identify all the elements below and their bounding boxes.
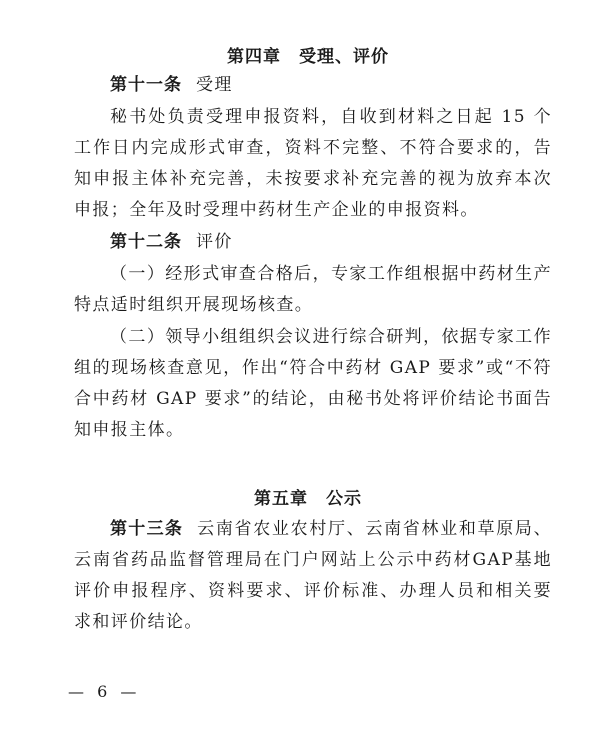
article-twelve-item-two: （二）领导小组组织会议进行综合研判，依据专家工作组的现场核查意见，作出“符合中药材 GAP 要求”或“不符合中药材 GAP 要求”的结论，由秘书处将评价结论书面告知申报主体。 <box>74 327 552 440</box>
article-twelve-label: 第十二条 <box>110 232 182 252</box>
article-eleven-label: 第十一条 <box>110 75 182 95</box>
article-eleven-heading <box>74 70 552 101</box>
chapter-five-title <box>0 484 616 509</box>
chapter-four-title <box>0 42 616 67</box>
chapter-four-name: 受理、评价 <box>299 47 389 67</box>
article-thirteen-body: 云南省农业农村厅、云南省林业和草原局、云南省药品监督管理局在门户网站上公示中药材GAP基地评价申报程序、资料要求、评价标准、办理人员和相关要求和评价结论。 <box>74 519 552 632</box>
article-twelve-heading <box>74 227 552 258</box>
article-eleven-body: 秘书处负责受理申报资料，自收到材料之日起 15 个工作日内完成形式审查，资料不完整、不符合要求的，告知申报主体补充完善，未按要求补充完善的视为放弃本次申报；全年及时受理中药材生产企业的申报资料。 <box>74 107 552 220</box>
page-number: — 6 — <box>68 682 141 701</box>
article-thirteen <box>74 514 552 638</box>
chapter-four-number: 第四章 <box>227 47 281 67</box>
chapter-five-number: 第五章 <box>254 489 308 509</box>
article-thirteen-label: 第十三条 <box>110 519 184 539</box>
article-eleven-name: 受理 <box>196 75 233 95</box>
chapter-five-name: 公示 <box>326 489 362 509</box>
article-twelve-item-one: （一）经形式审查合格后，专家工作组根据中药材生产特点适时组织开展现场核查。 <box>74 264 552 315</box>
article-twelve-name: 评价 <box>196 232 233 252</box>
